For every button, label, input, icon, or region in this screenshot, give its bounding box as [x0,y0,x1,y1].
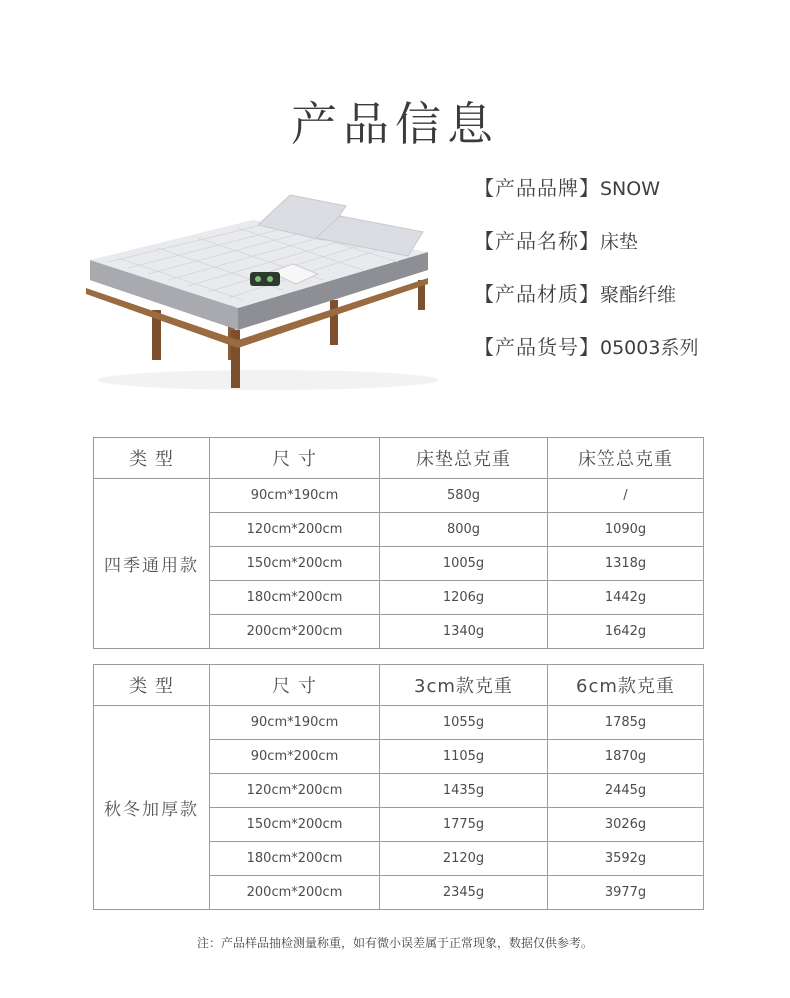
size-cell: 180cm*200cm [210,842,380,876]
size-cell: 90cm*190cm [210,479,380,513]
size-cell: 150cm*200cm [210,808,380,842]
weight-cell: 1090g [548,513,704,547]
info-brand [474,170,698,223]
weight-cell: / [548,479,704,513]
header-type: 类 型 [94,438,210,479]
weight-cell: 2445g [548,774,704,808]
weight-cell: 1435g [380,774,548,808]
weight-cell: 1642g [548,615,704,649]
weight-table-all-season [93,437,704,649]
weight-cell: 1105g [380,740,548,774]
info-value: 床垫 [600,231,639,253]
weight-cell: 580g [380,479,548,513]
weight-cell: 3026g [548,808,704,842]
weight-cell: 1055g [380,706,548,740]
weight-cell: 3592g [548,842,704,876]
weight-cell: 2345g [380,876,548,910]
header-mattress-weight: 床垫总克重 [380,438,548,479]
weight-cell: 1442g [548,581,704,615]
header-size: 尺 寸 [210,438,380,479]
size-cell: 120cm*200cm [210,774,380,808]
info-name [474,223,698,276]
info-value: 聚酯纤维 [600,284,677,306]
header-cover-weight: 床笠总克重 [548,438,704,479]
size-cell: 90cm*200cm [210,740,380,774]
header-type: 类 型 [94,665,210,706]
size-cell: 150cm*200cm [210,547,380,581]
size-cell: 200cm*200cm [210,615,380,649]
header-3cm-weight: 3cm款克重 [380,665,548,706]
weight-cell: 1318g [548,547,704,581]
header-size: 尺 寸 [210,665,380,706]
weight-cell: 1870g [548,740,704,774]
weight-cell: 1005g [380,547,548,581]
size-cell: 200cm*200cm [210,876,380,910]
info-label: 【产品货号】 [474,335,600,359]
info-value: SNOW [600,178,661,200]
info-label: 【产品品牌】 [474,176,600,200]
table-header-row [94,665,704,706]
weight-cell: 1785g [548,706,704,740]
type-cell: 秋冬加厚款 [94,706,210,910]
weight-cell: 2120g [380,842,548,876]
page-title: 产品信息 [291,97,499,151]
table-header-row [94,438,704,479]
header-6cm-weight: 6cm款克重 [548,665,704,706]
weight-cell: 1340g [380,615,548,649]
product-info-list [474,170,698,382]
mattress-bed-image [78,180,448,400]
size-cell: 180cm*200cm [210,581,380,615]
info-label: 【产品材质】 [474,282,600,306]
size-cell: 90cm*190cm [210,706,380,740]
info-label: 【产品名称】 [474,229,600,253]
info-item-number [474,329,698,382]
footnote: 注：产品样品抽检测量称重，如有微小误差属于正常现象，数据仅供参考。 [196,936,593,950]
info-material [474,276,698,329]
weight-cell: 3977g [548,876,704,910]
info-value: 05003系列 [600,337,699,359]
size-cell: 120cm*200cm [210,513,380,547]
table-row [94,706,704,740]
weight-table-winter-thick [93,664,704,910]
table-row [94,479,704,513]
weight-cell: 800g [380,513,548,547]
weight-cell: 1775g [380,808,548,842]
weight-cell: 1206g [380,581,548,615]
type-cell: 四季通用款 [94,479,210,649]
